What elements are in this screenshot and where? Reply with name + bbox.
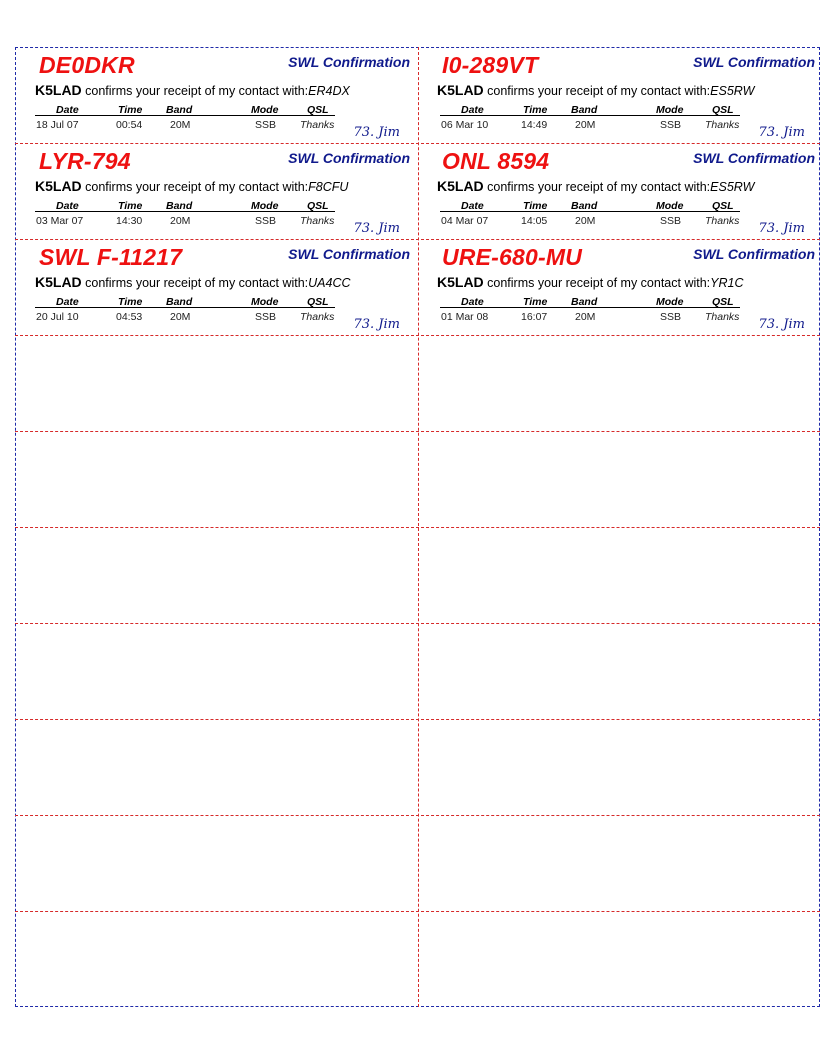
band-value: 20M [170,215,191,227]
contact-callsign: ER4DX [308,84,350,98]
signature: 73. Jim [758,125,805,140]
col-header-band: Band [166,296,193,308]
row-divider [15,719,820,720]
col-header-mode: Mode [251,200,279,212]
time-value: 00:54 [116,119,143,131]
label-sheet [15,47,820,1007]
mode-value: SSB [255,311,277,323]
contact-callsign: YR1C [710,276,744,290]
contact-callsign: UA4CC [308,276,351,290]
band-value: 20M [170,311,191,323]
callsign: URE-680-MU [442,244,583,270]
confirm-text: confirms your receipt of my contact with: [487,276,711,290]
sender-callsign: K5LAD [437,274,484,290]
header-rule [440,115,740,116]
qsl-value: Thanks [300,215,335,227]
header-rule [35,307,335,308]
mode-value: SSB [660,215,682,227]
time-value: 14:30 [116,215,143,227]
qsl-label [420,47,822,143]
header-rule [35,115,335,116]
qsl-value: Thanks [705,311,740,323]
col-header-band: Band [571,296,598,308]
swl-confirmation-title: SWL Confirmation [288,150,410,166]
col-header-date: Date [461,200,484,212]
time-value: 16:07 [521,311,548,323]
sender-callsign: K5LAD [437,82,484,98]
confirm-text: confirms your receipt of my contact with: [487,180,711,194]
col-header-time: Time [523,296,548,308]
qsl-label [15,239,417,335]
confirm-text: confirms your receipt of my contact with: [85,180,309,194]
callsign: I0-289VT [442,52,539,78]
row-divider [15,815,820,816]
col-header-date: Date [461,296,484,308]
col-header-time: Time [118,296,143,308]
col-header-time: Time [523,200,548,212]
col-header-mode: Mode [656,296,684,308]
confirmation-line [35,82,350,98]
callsign: DE0DKR [39,52,135,78]
date-value: 04 Mar 07 [441,215,489,227]
contact-callsign: ES5RW [710,84,755,98]
row-divider [15,335,820,336]
confirm-text: confirms your receipt of my contact with: [85,84,309,98]
swl-confirmation-title: SWL Confirmation [693,246,815,262]
confirm-text: confirms your receipt of my contact with: [487,84,711,98]
confirmation-line [35,274,351,290]
band-value: 20M [575,311,596,323]
band-value: 20M [170,119,191,131]
col-header-band: Band [571,200,598,212]
contact-callsign: ES5RW [710,180,755,194]
mode-value: SSB [255,215,277,227]
row-divider [15,623,820,624]
sender-callsign: K5LAD [35,82,82,98]
confirmation-line [437,82,754,98]
swl-confirmation-title: SWL Confirmation [288,54,410,70]
col-header-band: Band [166,104,193,116]
col-header-date: Date [461,104,484,116]
col-header-qsl: QSL [712,104,734,116]
qsl-label [420,239,822,335]
swl-confirmation-title: SWL Confirmation [693,54,815,70]
row-divider [15,911,820,912]
col-header-qsl: QSL [307,200,329,212]
time-value: 14:49 [521,119,548,131]
sender-callsign: K5LAD [35,178,82,194]
header-rule [440,307,740,308]
date-value: 03 Mar 07 [36,215,84,227]
row-divider [15,431,820,432]
date-value: 18 Jul 07 [36,119,79,131]
date-value: 06 Mar 10 [441,119,489,131]
signature: 73. Jim [353,125,400,140]
mode-value: SSB [255,119,277,131]
confirmation-line [437,178,754,194]
col-header-qsl: QSL [712,200,734,212]
col-header-date: Date [56,104,79,116]
confirm-text: confirms your receipt of my contact with: [85,276,309,290]
col-header-mode: Mode [251,104,279,116]
header-rule [440,211,740,212]
confirmation-line [437,274,744,290]
col-header-time: Time [118,200,143,212]
callsign: SWL F-11217 [39,244,183,270]
callsign: ONL 8594 [442,148,550,174]
col-header-band: Band [166,200,193,212]
sender-callsign: K5LAD [437,178,484,194]
col-header-date: Date [56,200,79,212]
col-header-date: Date [56,296,79,308]
header-rule [35,211,335,212]
col-header-qsl: QSL [712,296,734,308]
col-header-mode: Mode [656,200,684,212]
signature: 73. Jim [353,317,400,332]
qsl-value: Thanks [705,215,740,227]
time-value: 14:05 [521,215,548,227]
sender-callsign: K5LAD [35,274,82,290]
band-value: 20M [575,215,596,227]
mode-value: SSB [660,119,682,131]
col-header-time: Time [118,104,143,116]
band-value: 20M [575,119,596,131]
signature: 73. Jim [758,317,805,332]
qsl-value: Thanks [300,311,335,323]
row-divider [15,527,820,528]
swl-confirmation-title: SWL Confirmation [288,246,410,262]
confirmation-line [35,178,348,194]
time-value: 04:53 [116,311,143,323]
contact-callsign: F8CFU [308,180,349,194]
signature: 73. Jim [353,221,400,236]
qsl-label [420,143,822,239]
col-header-qsl: QSL [307,104,329,116]
swl-confirmation-title: SWL Confirmation [693,150,815,166]
callsign: LYR-794 [39,148,131,174]
col-header-band: Band [571,104,598,116]
qsl-value: Thanks [300,119,335,131]
col-header-mode: Mode [656,104,684,116]
qsl-value: Thanks [705,119,740,131]
col-header-mode: Mode [251,296,279,308]
signature: 73. Jim [758,221,805,236]
col-header-time: Time [523,104,548,116]
mode-value: SSB [660,311,682,323]
date-value: 01 Mar 08 [441,311,489,323]
col-header-qsl: QSL [307,296,329,308]
date-value: 20 Jul 10 [36,311,79,323]
qsl-label [15,47,417,143]
qsl-label [15,143,417,239]
